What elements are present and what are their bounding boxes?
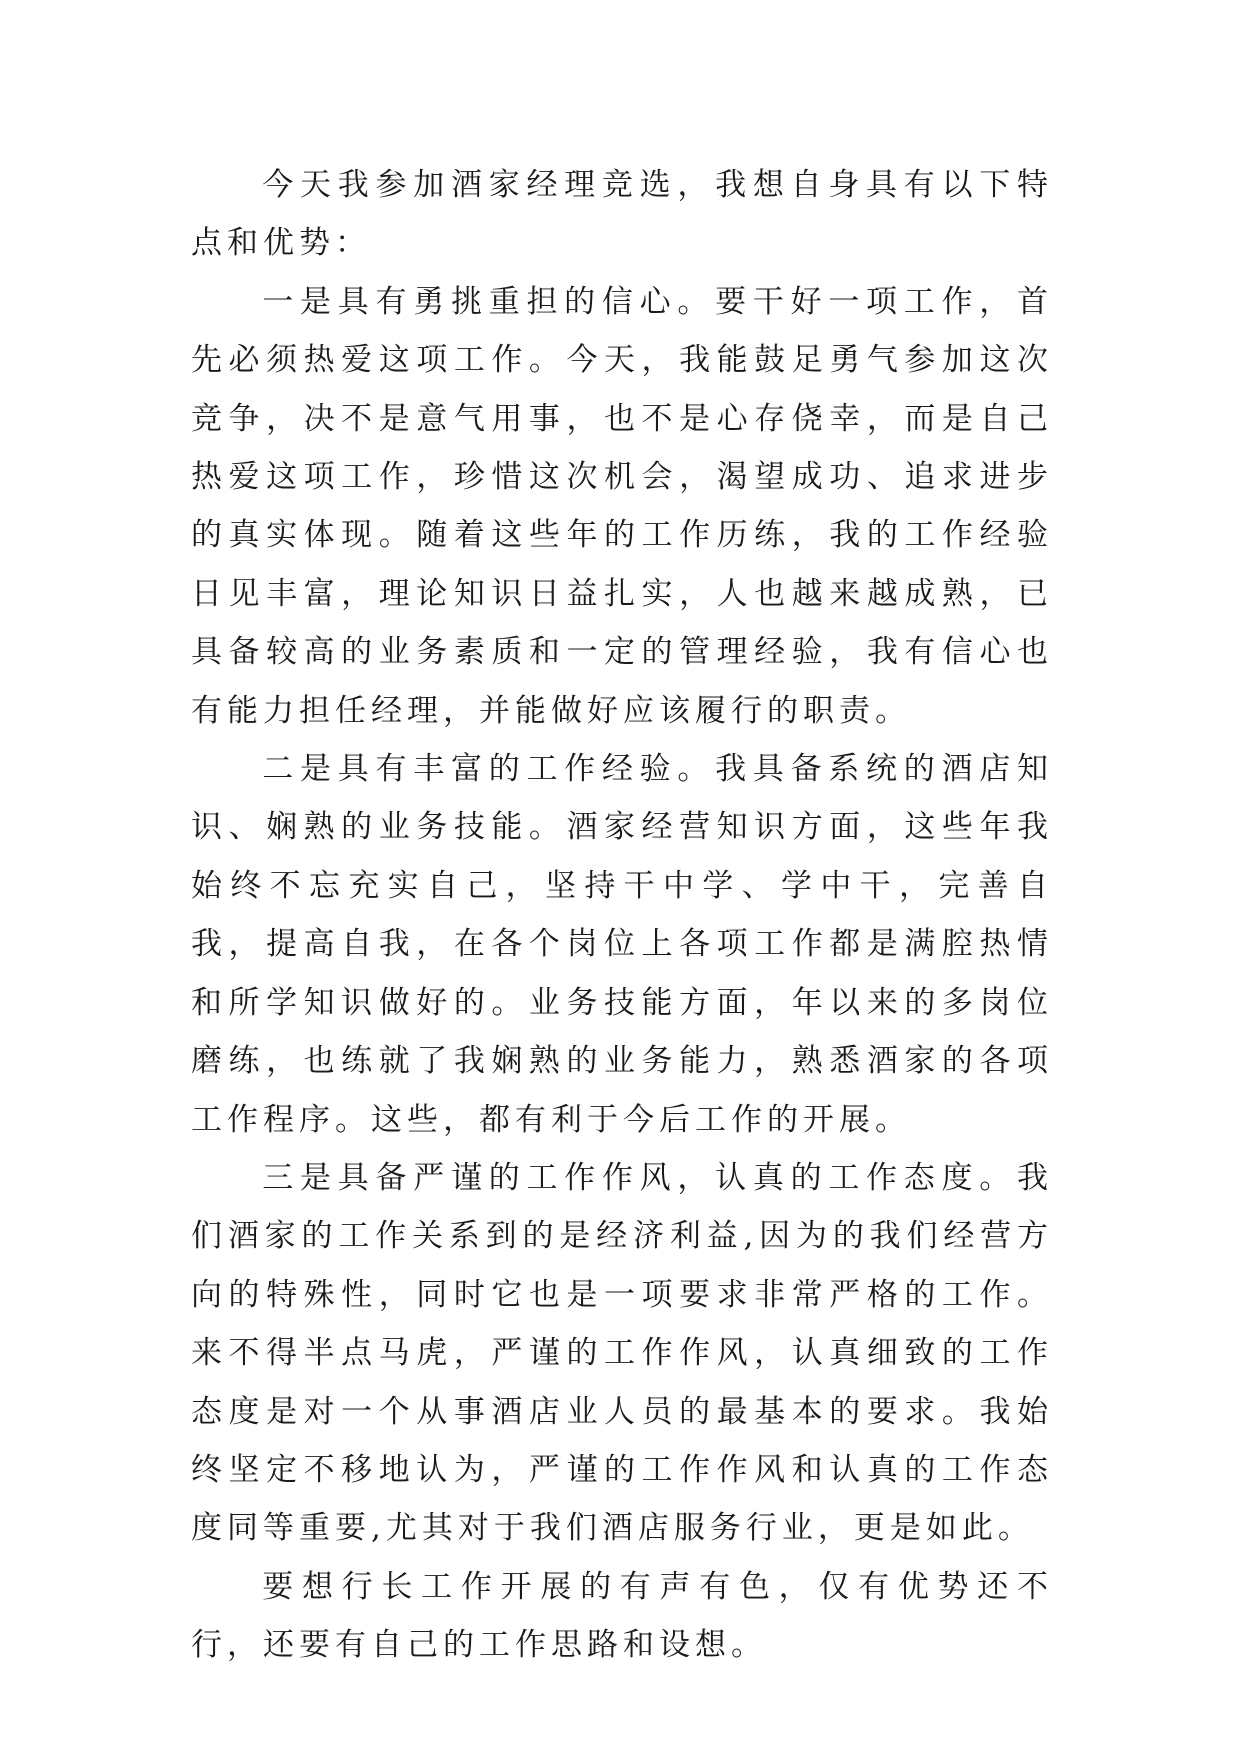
paragraph-intro: 今天我参加酒家经理竞选，我想自身具有以下特点和优势：: [191, 167, 1053, 262]
paragraph-work-style: 三是具备严谨的工作作风，认真的工作态度。我们酒家的工作关系到的是经济利益,因为的我们经营方向的特殊性，同时它也是一项要求非常严格的工作。来不得半点马虎，严谨的工作作风，认真细致的工作态度是对一个从事酒店业人员的最基本的要求。我始终坚定不移地认为，严谨的工作作风和认真的工作态度同等重要,尤其对于我们酒店服务行业，更是如此。: [191, 1159, 1053, 1547]
paragraph-conclusion: 要想行长工作开展的有声有色，仅有优势还不行，还要有自己的工作思路和设想。: [191, 1568, 1053, 1664]
paragraph-confidence: 一是具有勇挑重担的信心。要干好一项工作，首先必须热爱这项工作。今天，我能鼓足勇气参加这次竞争，决不是意气用事，也不是心存侥幸，而是自己热爱这项工作，珍惜这次机会，渴望成功、追求进步的真实体现。随着这些年的工作历练，我的工作经验日见丰富，理论知识日益扎实，人也越来越成熟，已具备较高的业务素质和一定的管理经验，我有信心也有能力担任经理，并能做好应该履行的职责。: [191, 283, 1053, 729]
paragraph-experience: 二是具有丰富的工作经验。我具备系统的酒店知识、娴熟的业务技能。酒家经营知识方面，这些年我始终不忘充实自己，坚持干中学、学中干，完善自我，提高自我，在各个岗位上各项工作都是满腔热情和所学知识做好的。业务技能方面，年以来的多岗位磨练，也练就了我娴熟的业务能力，熟悉酒家的各项工作程序。这些，都有利于今后工作的开展。: [191, 751, 1053, 1138]
document-body: [191, 156, 1053, 1675]
